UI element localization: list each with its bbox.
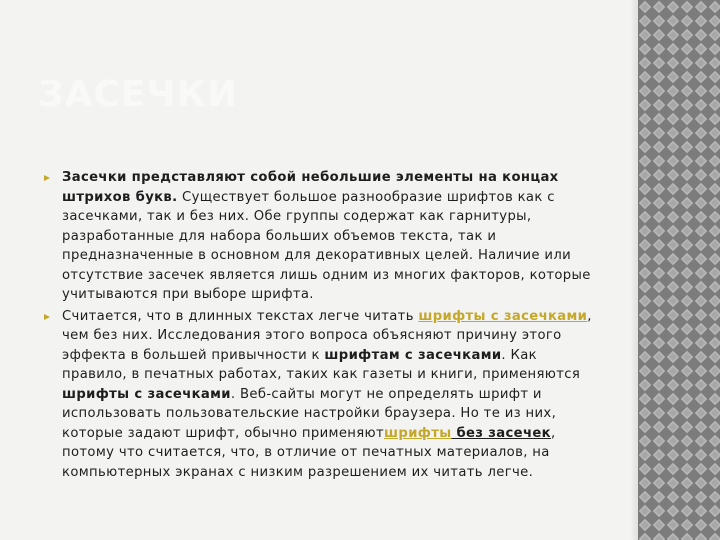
text-segment-bold: шрифтам с засечками: [324, 347, 502, 363]
slide-body: [44, 168, 604, 484]
link-fonts[interactable]: шрифты: [384, 425, 452, 441]
bullet-paragraph-1: [44, 168, 604, 305]
text-segment: Считается, что в длинных текстах легче читать: [62, 308, 419, 324]
slide-title: ЗАСЕЧКИ: [38, 74, 239, 115]
side-diamond-pattern: [638, 0, 720, 540]
bullet-paragraph-2: [44, 307, 604, 483]
bullet-triangle-icon: [44, 175, 50, 181]
text-segment: Засечки представляют собой небольшие элементы на концах штрихов букв.: [62, 170, 559, 205]
text-segment: , чем без них. Исследования этого вопроса объясняют причину этого эффекта в большей привычности к: [62, 308, 592, 363]
text-segment: Существует большое разнообразие шрифтов как с засечками, так и без них. Обе группы содержат как гарнитуры, разработанные для набора больших объемов текста, так и предназначенные в основном для декоративных целей. Наличие или отсутствие засечек является лишь одним из многих факторов, которые учитываются при выборе шрифта.: [62, 189, 591, 302]
link-sans-serif[interactable]: без засечек: [451, 425, 551, 441]
text-segment: . Как правило, в печатных работах, таких как газеты и книги, применяются: [62, 347, 581, 382]
bullet-triangle-icon: [44, 314, 50, 320]
text-segment: , потому что считается, что, в отличие от печатных материалов, на компьютерных экранах с низким разрешением их читать легче.: [62, 425, 556, 480]
diamond-pattern: [638, 0, 720, 540]
link-serif-fonts[interactable]: шрифты с засечками: [418, 308, 588, 324]
text-segment-bold: шрифты с засечками: [62, 386, 231, 402]
text-segment: . Веб-сайты могут не определять шрифт и использовать пользовательские настройки браузера. Но те из них, которые задают шрифт, обычно применяют: [62, 386, 557, 441]
edge-shadow: [630, 0, 638, 540]
